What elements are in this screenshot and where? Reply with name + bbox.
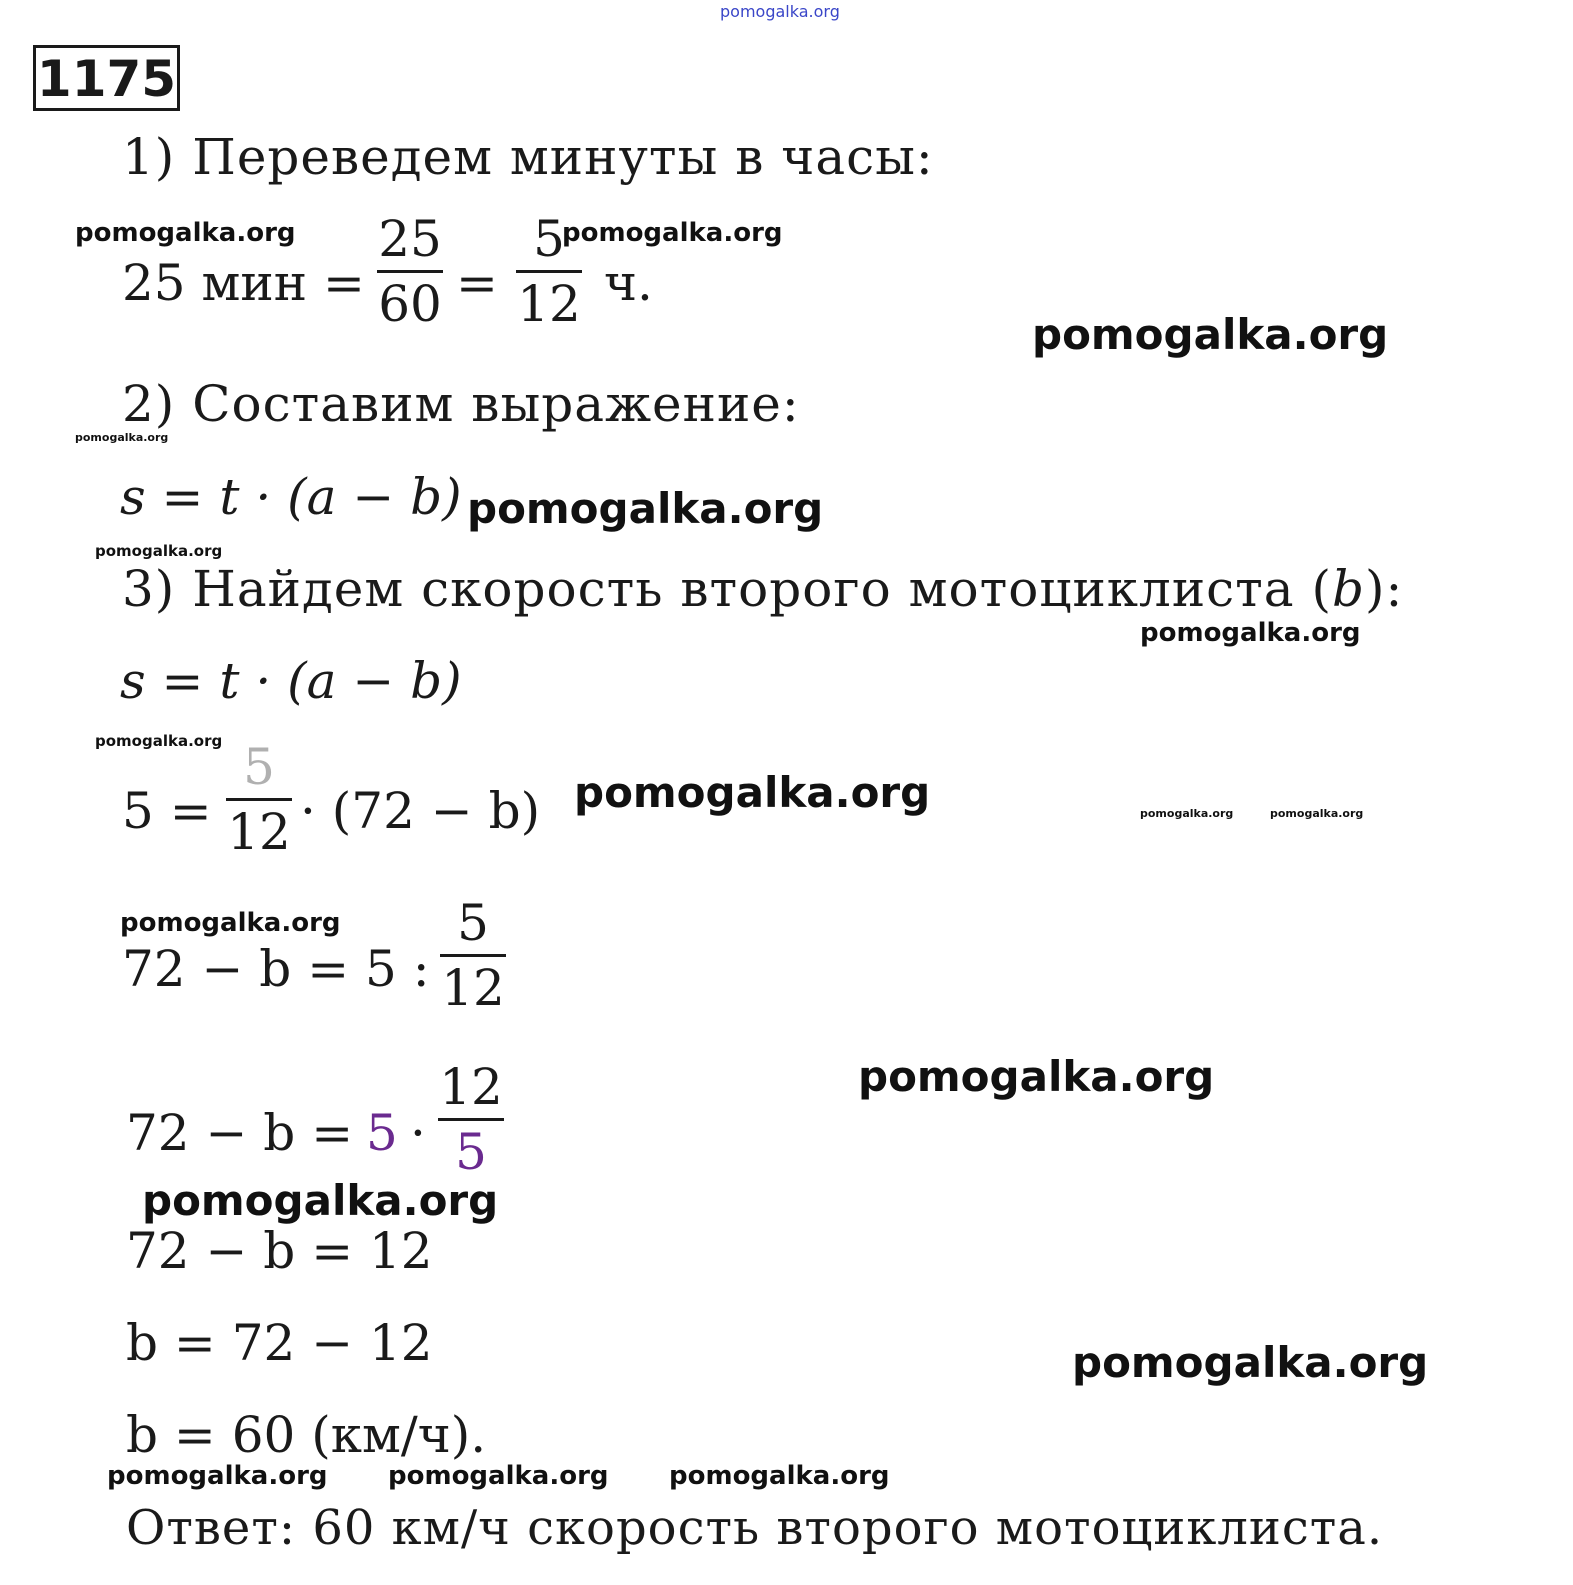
eq6: 72 − b = 12 — [126, 1222, 433, 1280]
step-3-heading — [122, 560, 1403, 618]
eq1-f1-num: 25 — [378, 210, 442, 268]
watermark: pomogalka.org — [858, 1052, 1215, 1101]
watermark: pomogalka.org — [574, 768, 931, 817]
watermark: pomogalka.org — [95, 732, 223, 750]
eq3-f-den: 12 — [227, 803, 291, 861]
fraction-bar — [377, 270, 443, 273]
watermark: pomogalka.org — [120, 908, 341, 938]
fraction-bar — [438, 1118, 504, 1121]
step-3-var: b — [1332, 560, 1366, 618]
eq5-f-num: 12 — [439, 1058, 503, 1116]
fraction-bar — [516, 270, 582, 273]
eq3-f-num: 5 — [243, 738, 275, 796]
eq1-f2-num: 5 — [533, 210, 565, 268]
eq3-right: · (72 − b) — [300, 782, 541, 840]
watermark: pomogalka.org — [75, 431, 169, 444]
watermark: pomogalka.org — [75, 218, 296, 248]
watermark: pomogalka.org — [1140, 618, 1361, 648]
eq7: b = 72 − 12 — [126, 1314, 433, 1372]
eq3-fraction — [226, 738, 292, 861]
eq4-left: 72 − b = 5 : — [122, 940, 430, 998]
eq1-unit: ч. — [604, 254, 653, 312]
eq5-left: 72 − b = — [126, 1104, 354, 1162]
problem-number: 1175 — [33, 45, 180, 111]
watermark: pomogalka.org — [669, 1461, 890, 1491]
watermark: pomogalka.org — [388, 1461, 609, 1491]
eq5-five: 5 — [366, 1104, 398, 1162]
watermark: pomogalka.org — [1072, 1338, 1429, 1387]
eq1-f2-den: 12 — [517, 275, 581, 333]
eq5-dot: · — [410, 1104, 426, 1162]
eq5-f-den: 5 — [455, 1123, 487, 1181]
eq3-left: 5 = — [122, 782, 212, 840]
eq4-f-den: 12 — [441, 959, 505, 1017]
eq1-fraction-1 — [377, 210, 443, 333]
eq4-f-num: 5 — [457, 894, 489, 952]
watermark-top: pomogalka.org — [720, 2, 840, 21]
eq1-fraction-2 — [516, 210, 582, 333]
fraction-bar — [440, 954, 506, 957]
watermark: pomogalka.org — [107, 1461, 328, 1491]
watermark: pomogalka.org — [95, 542, 223, 560]
eq5-fraction — [438, 1058, 504, 1181]
watermark: pomogalka.org — [562, 218, 783, 248]
eq1-f1-den: 60 — [378, 275, 442, 333]
eq4-fraction — [440, 894, 506, 1017]
watermark: pomogalka.org — [1032, 310, 1389, 359]
watermark: pomogalka.org — [467, 484, 824, 533]
step-2-heading: 2) Составим выражение: — [122, 375, 800, 433]
step-1-heading: 1) Переведем минуты в часы: — [122, 128, 934, 186]
step-3-text: 3) Найдем скорость второго мотоциклиста ( — [122, 560, 1333, 618]
watermark: pomogalka.org — [1140, 807, 1234, 820]
eq8: b = 60 (км/ч). — [126, 1406, 487, 1464]
step-3-end: ): — [1365, 560, 1404, 618]
eq1-equals: = — [456, 254, 498, 312]
watermark: pomogalka.org — [142, 1176, 499, 1225]
watermark: pomogalka.org — [1270, 807, 1364, 820]
eq1-left: 25 мин = — [122, 254, 365, 312]
formula-repeat: s = t · (a − b) — [120, 652, 462, 710]
answer: Ответ: 60 км/ч скорость второго мотоциклиста. — [126, 1500, 1384, 1556]
formula: s = t · (a − b) — [120, 468, 462, 526]
fraction-bar — [226, 798, 292, 801]
